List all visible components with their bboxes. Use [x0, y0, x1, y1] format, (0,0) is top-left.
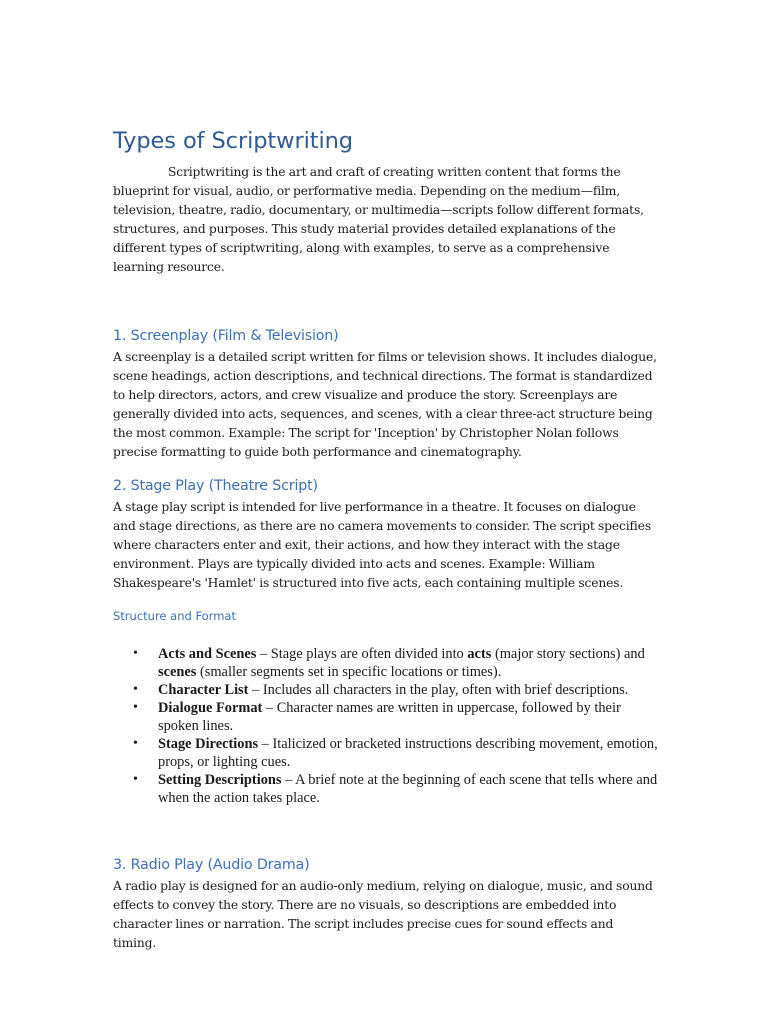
section-body-stage-play: A stage play script is intended for live performance in a theatre. It focuses on dialogue and stage directions, as there are no camera movements to consider. The script specifies where characters enter and exit, their actions, and how they interact with the stage environment. Plays are typically divided into acts and scenes. Example: William Shakespeare's 'Hamlet' is structured into five acts, each containing multiple scenes. — [113, 500, 651, 590]
list-item-text: – Character names are written in uppercase, followed by their spoken lines. — [158, 700, 621, 734]
bullet-icon: • — [133, 772, 138, 787]
list-item-text: (smaller segments set in specific locations or times). — [196, 664, 502, 680]
list-item-text: – Italicized or bracketed instructions describing movement, emotion, props, or lighting cues. — [158, 736, 658, 770]
list-item — [113, 735, 658, 771]
list-item — [113, 645, 658, 681]
subheading-structure-and-format: Structure and Format — [113, 609, 236, 623]
list-item-term: Stage Directions — [158, 736, 259, 752]
section-heading-stage-play: 2. Stage Play (Theatre Script) — [113, 478, 318, 494]
list-item-text: – Includes all characters in the play, often with brief descriptions. — [248, 682, 629, 698]
section-heading-screenplay: 1. Screenplay (Film & Television) — [113, 328, 339, 344]
bullet-icon: • — [133, 736, 138, 751]
list-item-term: Character List — [158, 682, 249, 698]
bullet-icon: • — [133, 700, 138, 715]
list-item-text: (major story sections) and — [491, 646, 645, 662]
intro-paragraph: Scriptwriting is the art and craft of creating written content that forms the blueprint for visual, audio, or performative media. Depending on the medium—film, television, theatre, radio, documentary, or multimedia—scripts follow different formats, structures, and purposes. This study material provides detailed explanations of the different types of scriptwriting, along with examples, to serve as a comprehensive learning resource. — [113, 165, 644, 274]
list-item-emphasis: scenes — [158, 664, 197, 680]
section-heading-radio-play: 3. Radio Play (Audio Drama) — [113, 857, 310, 873]
list-item-emphasis: acts — [467, 646, 492, 662]
document-content — [113, 126, 658, 953]
structure-list — [113, 645, 658, 807]
list-item-text: – Stage plays are often divided into — [256, 646, 468, 662]
list-item — [113, 771, 658, 807]
section-body-radio-play: A radio play is designed for an audio-only medium, relying on dialogue, music, and sound effects to convey the story. There are no visuals, so descriptions are embedded into character lines or narration. The script includes precise cues for sound effects and timing. — [113, 879, 653, 950]
list-item — [113, 699, 658, 735]
bullet-icon: • — [133, 682, 138, 697]
section-body-screenplay: A screenplay is a detailed script written for films or television shows. It includes dialogue, scene headings, action descriptions, and technical directions. The format is standardized to help directors, actors, and crew visualize and produce the story. Screenplays are generally divided into acts, sequences, and scenes, with a clear three-act structure being the most common. Example: The script for 'Inception' by Christopher Nolan follows precise formatting to guide both performance and cinematography. — [113, 350, 657, 459]
list-item-text: – A brief note at the beginning of each scene that tells where and when the action takes place. — [158, 772, 658, 806]
document-title: Types of Scriptwriting — [113, 128, 353, 154]
bullet-icon: • — [133, 646, 138, 661]
list-item — [113, 681, 658, 699]
list-item-term: Acts and Scenes — [158, 646, 257, 662]
list-item-term: Setting Descriptions — [158, 772, 282, 788]
list-item-term: Dialogue Format — [158, 700, 263, 716]
